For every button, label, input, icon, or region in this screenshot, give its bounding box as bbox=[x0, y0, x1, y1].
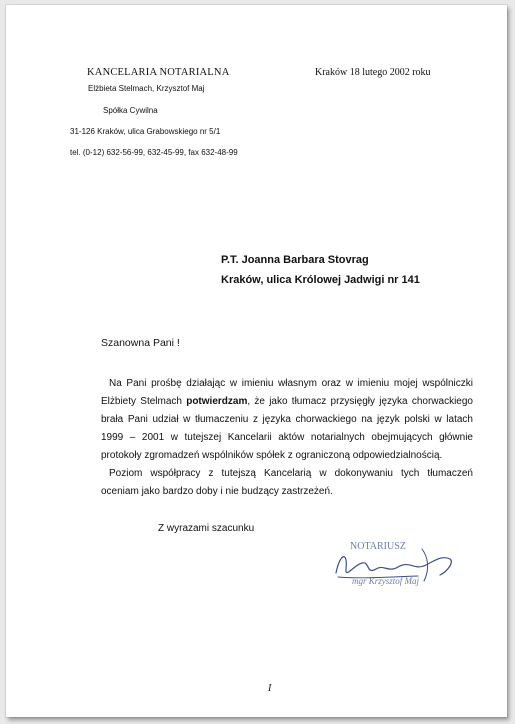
closing-phrase: Z wyrazami szacunku bbox=[158, 523, 255, 534]
paragraph2-line2: oceniam jako bardzo doby i nie budzący zastrzeżeń. bbox=[101, 486, 333, 497]
paragraph-assessment bbox=[101, 465, 473, 501]
confirm-word: potwierdzam bbox=[186, 396, 248, 407]
paragraph1-line2 bbox=[101, 393, 473, 411]
stamp-title: NOTARIUSZ bbox=[350, 541, 406, 552]
office-phones: tel. (0-12) 632-56-99, 632-45-99, fax 632-48-99 bbox=[70, 148, 238, 157]
paragraph-confirmation bbox=[101, 375, 473, 465]
addressee-address: Kraków, ulica Królowej Jadwigi nr 141 bbox=[221, 274, 420, 286]
letter-date: Kraków 18 lutego 2002 roku bbox=[315, 67, 431, 78]
paragraph1-line3: brała Pani udział w tłumaczeniu z języka chorwackiego na język polski w latach bbox=[101, 414, 473, 425]
stamp-subtitle: mgr Krzysztof Maj bbox=[352, 576, 420, 586]
signature-graphic bbox=[318, 535, 468, 595]
page-number: I bbox=[268, 683, 272, 694]
notary-stamp-signature bbox=[318, 535, 468, 595]
paragraph1-line4: 1999 – 2001 w tutejszej Kancelarii aktów notarialnych obejmujących głównie bbox=[101, 432, 473, 443]
office-address: 31-126 Kraków, ulica Grabowskiego nr 5/1 bbox=[70, 127, 221, 136]
addressee-name: P.T. Joanna Barbara Stovrag bbox=[221, 254, 369, 266]
office-name: KANCELARIA NOTARIALNA bbox=[87, 67, 230, 78]
notary-names: Elżbieta Stelmach, Krzysztof Maj bbox=[88, 84, 205, 93]
company-type: Spółka Cywilna bbox=[103, 106, 158, 115]
line2-pre: Elżbiety Stelmach bbox=[101, 396, 187, 407]
paragraph2-line1: Poziom współpracy z tutejszą Kancelarią w dokonywaniu tych tłumaczeń bbox=[109, 468, 473, 479]
salutation: Szanowna Pani ! bbox=[101, 337, 180, 349]
paragraph1-line5: protokoły zgromadzeń wspólników spółek z ograniczoną odpowiedzialnością. bbox=[101, 450, 443, 461]
paragraph1-line1: Na Pani prośbę działając w imieniu własnym oraz w imieniu mojej wspólniczki bbox=[109, 378, 473, 389]
line2-post: , że jako tłumacz przysięgły języka chorwackiego bbox=[247, 396, 473, 407]
letter-page bbox=[6, 5, 507, 717]
